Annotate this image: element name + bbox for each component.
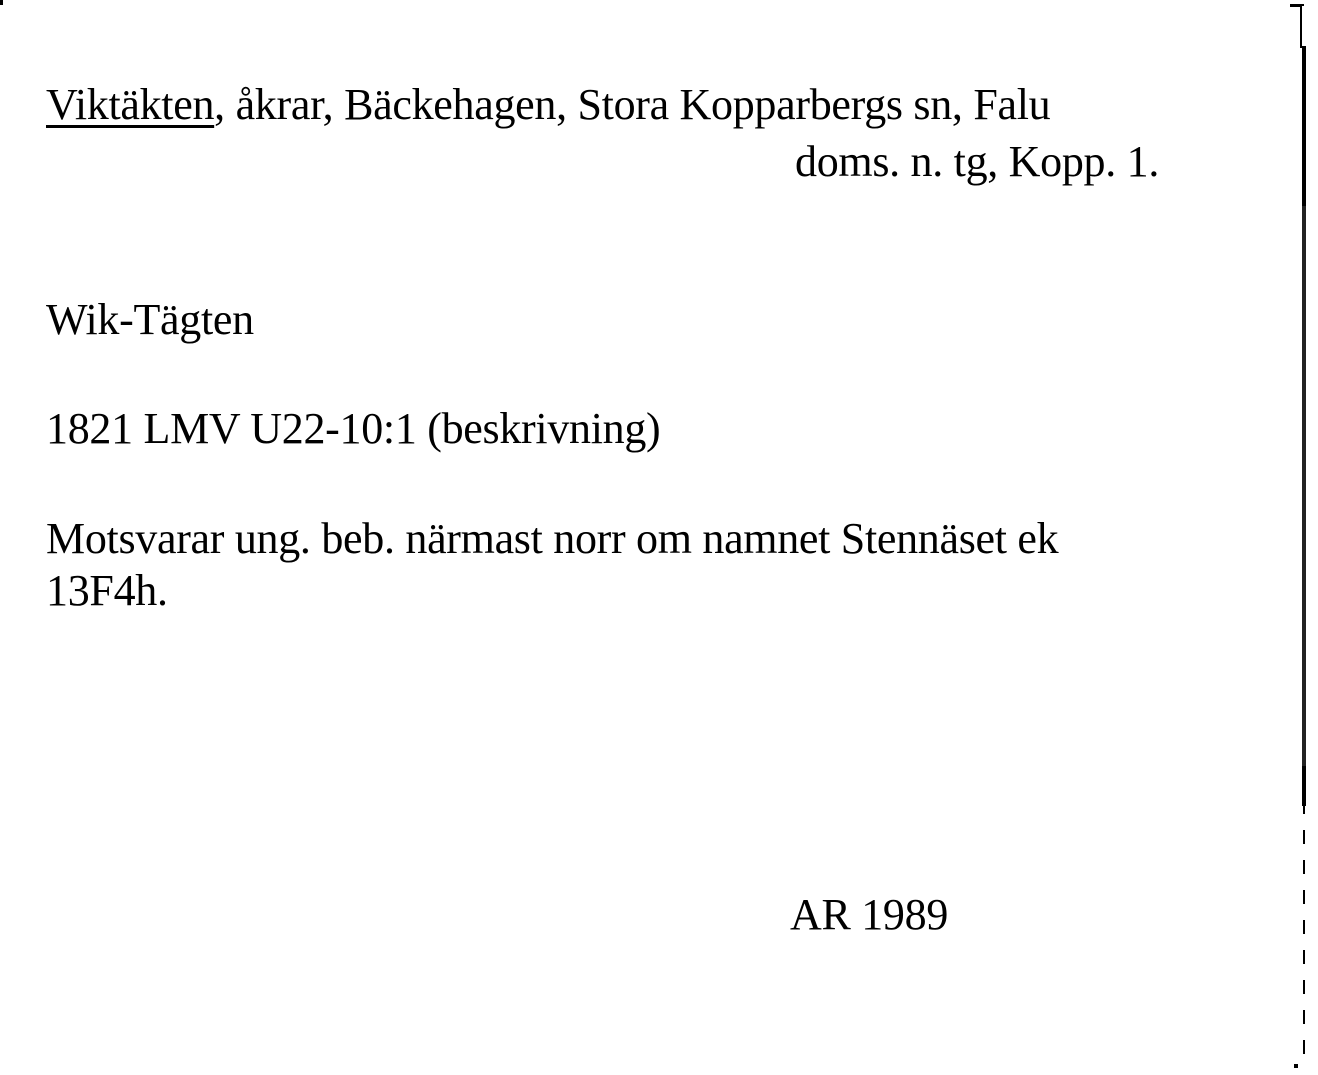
card-border-right-lower: [1303, 800, 1305, 1068]
source-reference: 1821 LMV U22-10:1 (beskrivning): [46, 404, 661, 453]
heading-continuation: doms. n. tg, Kopp. 1.: [795, 137, 1160, 186]
note-line-2: 13F4h.: [46, 566, 168, 615]
signature: AR 1989: [790, 890, 949, 939]
scan-mark-bottom: [1294, 1064, 1298, 1068]
card-heading-line: [46, 80, 1050, 130]
headword: Viktäkten: [46, 80, 215, 129]
variant-form: Wik-Tägten: [46, 295, 254, 344]
note-line-1: Motsvarar ung. beb. närmast norr om namnet Stennäset ek: [46, 514, 1059, 563]
heading-details: , åkrar, Bäckehagen, Stora Kopparbergs sn, Falu: [214, 80, 1051, 129]
scan-mark: [0, 0, 3, 5]
